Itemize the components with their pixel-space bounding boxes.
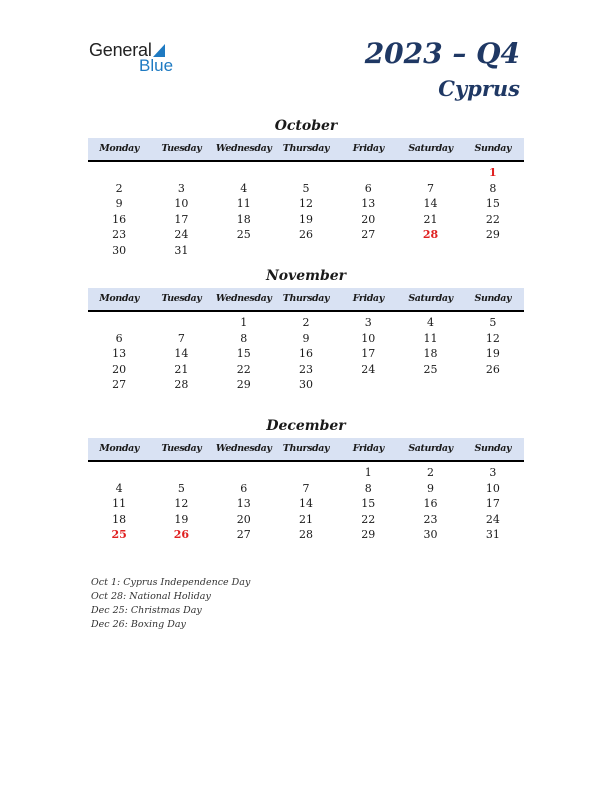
day-cell: 23	[298, 362, 313, 376]
day-cell	[150, 165, 212, 181]
day-cell: 9	[115, 197, 123, 210]
day-cell: 15	[361, 497, 376, 510]
month-title: November	[265, 268, 347, 284]
day-cell: 24	[485, 512, 500, 526]
day-cell: 26	[485, 362, 500, 376]
weekday-label: Friday	[352, 443, 384, 454]
weekday-label: Monday	[99, 293, 139, 304]
day-cell: 25	[423, 362, 438, 376]
day-cell: 4	[240, 181, 248, 195]
day-cell: 25	[236, 228, 251, 241]
day-cell: 29	[361, 528, 376, 541]
day-cell: 22	[236, 362, 251, 376]
holiday-notes	[91, 576, 250, 632]
month-days	[88, 312, 524, 393]
day-cell: 4	[427, 316, 435, 329]
day-cell: 13	[361, 197, 376, 210]
month-december	[88, 416, 524, 543]
day-cell: 23	[112, 228, 127, 241]
weekday-label: Monday	[99, 143, 139, 154]
day-cell: 20	[236, 512, 251, 526]
day-cell	[462, 377, 524, 393]
weekday-label: Tuesday	[161, 443, 202, 454]
day-cell	[399, 243, 461, 259]
weekday-label: Sunday	[474, 143, 512, 154]
day-cell: 10	[361, 331, 376, 345]
week-row	[88, 212, 524, 228]
week-row	[88, 481, 524, 497]
generalblue-logo	[89, 40, 189, 76]
day-cell: 30	[298, 378, 313, 391]
day-cell: 15	[236, 347, 251, 360]
day-cell: 31	[485, 528, 500, 541]
month-days	[88, 162, 524, 258]
day-cell: 22	[361, 512, 376, 526]
day-cell: 21	[298, 512, 313, 526]
day-cell: 1	[364, 466, 372, 479]
day-cell: 28	[174, 378, 189, 391]
logo-blue-text: Blue	[139, 56, 174, 75]
day-cell: 14	[298, 497, 313, 510]
day-cell: 3	[177, 181, 185, 195]
weekday-label: Tuesday	[161, 143, 202, 154]
day-cell: 5	[302, 181, 310, 195]
logo-general-text: General	[89, 40, 152, 60]
day-cell: 11	[236, 197, 251, 210]
week-row	[88, 377, 524, 393]
day-cell: 30	[112, 243, 127, 257]
week-row	[88, 362, 524, 378]
page-title: 2023 – Q4	[364, 37, 520, 70]
weekday-label: Saturday	[408, 443, 453, 454]
day-cell: 12	[174, 497, 189, 510]
day-cell: 20	[361, 212, 376, 226]
day-cell	[275, 243, 337, 259]
week-row	[88, 315, 524, 331]
holiday-note: Dec 26: Boxing Day	[91, 619, 186, 630]
week-row	[88, 331, 524, 347]
weekday-header	[88, 288, 524, 312]
holiday-note: Oct 28: National Holiday	[91, 591, 211, 602]
day-cell: 27	[361, 228, 376, 241]
month-november	[88, 266, 524, 393]
day-cell: 12	[298, 197, 313, 210]
holiday-note: Oct 1: Cyprus Independence Day	[91, 577, 251, 588]
day-cell: 30	[423, 528, 438, 541]
day-cell	[337, 377, 399, 393]
day-cell	[213, 165, 275, 181]
day-cell	[399, 165, 461, 181]
day-cell: 31	[174, 243, 189, 257]
day-cell: 16	[112, 212, 127, 226]
day-cell: 1	[240, 316, 248, 329]
day-cell	[88, 315, 150, 331]
day-cell: 19	[174, 512, 189, 526]
day-cell: 18	[423, 347, 438, 360]
holiday-note: Dec 25: Christmas Day	[91, 605, 202, 616]
day-cell: 17	[361, 347, 376, 360]
day-cell: 24	[174, 228, 189, 241]
day-cell: 8	[240, 331, 248, 345]
day-cell: 5	[489, 316, 497, 329]
weekday-label: Thursday	[282, 293, 330, 304]
week-row	[88, 181, 524, 197]
day-cell: 11	[112, 497, 127, 510]
weekday-label: Monday	[99, 443, 139, 454]
day-cell: 3	[364, 316, 372, 329]
day-cell: 8	[489, 181, 497, 195]
day-cell: 28	[298, 528, 313, 541]
month-days	[88, 462, 524, 543]
day-cell	[275, 165, 337, 181]
weekday-label: Sunday	[474, 443, 512, 454]
country-subtitle: Cyprus	[438, 76, 520, 101]
day-cell: 7	[177, 331, 185, 345]
week-row	[88, 227, 524, 243]
weekday-label: Tuesday	[161, 293, 202, 304]
day-cell: 10	[174, 197, 189, 210]
day-cell: 27	[236, 528, 251, 541]
day-cell: 25	[111, 528, 127, 541]
day-cell: 18	[112, 512, 127, 526]
day-cell	[275, 465, 337, 481]
day-cell	[150, 315, 212, 331]
weekday-label: Saturday	[408, 293, 453, 304]
day-cell: 19	[298, 212, 313, 226]
weekday-label: Thursday	[282, 443, 330, 454]
month-title: October	[274, 118, 338, 134]
day-cell: 14	[423, 197, 438, 210]
day-cell: 14	[174, 347, 189, 360]
week-row	[88, 527, 524, 543]
day-cell	[150, 465, 212, 481]
day-cell: 4	[115, 481, 123, 495]
day-cell: 29	[236, 378, 251, 391]
week-row	[88, 346, 524, 362]
day-cell: 13	[236, 497, 251, 510]
weekday-label: Sunday	[474, 293, 512, 304]
week-row	[88, 512, 524, 528]
day-cell: 16	[298, 347, 313, 360]
day-cell: 21	[423, 212, 438, 226]
week-row	[88, 465, 524, 481]
day-cell: 12	[485, 331, 500, 345]
day-cell	[88, 465, 150, 481]
weekday-label: Saturday	[408, 143, 453, 154]
day-cell: 17	[485, 497, 500, 510]
day-cell	[399, 377, 461, 393]
week-row	[88, 496, 524, 512]
day-cell: 15	[485, 197, 500, 210]
weekday-label: Wednesday	[215, 143, 272, 154]
day-cell	[337, 165, 399, 181]
weekday-header	[88, 138, 524, 162]
day-cell	[88, 165, 150, 181]
day-cell: 5	[177, 481, 185, 495]
day-cell: 9	[302, 331, 310, 345]
day-cell: 23	[423, 512, 438, 526]
day-cell: 17	[174, 212, 189, 226]
day-cell: 2	[302, 316, 310, 329]
weekday-label: Thursday	[282, 143, 330, 154]
weekday-label: Wednesday	[215, 443, 272, 454]
month-title: December	[266, 418, 346, 434]
day-cell: 28	[422, 228, 439, 241]
day-cell: 26	[298, 228, 313, 241]
day-cell: 1	[489, 166, 497, 179]
day-cell	[462, 243, 524, 259]
week-row	[88, 196, 524, 212]
day-cell	[213, 465, 275, 481]
day-cell: 29	[485, 228, 500, 241]
weekday-header	[88, 438, 524, 462]
day-cell: 2	[115, 181, 123, 195]
day-cell: 20	[112, 362, 127, 376]
day-cell: 27	[112, 378, 127, 391]
month-october	[88, 116, 524, 258]
day-cell: 16	[423, 497, 438, 510]
day-cell: 19	[485, 347, 500, 360]
day-cell	[337, 243, 399, 259]
day-cell: 21	[174, 362, 189, 376]
weekday-label: Wednesday	[215, 293, 272, 304]
day-cell: 6	[115, 331, 123, 345]
day-cell: 11	[423, 331, 438, 345]
weekday-label: Friday	[352, 293, 384, 304]
day-cell: 8	[364, 481, 372, 495]
day-cell	[213, 243, 275, 259]
day-cell: 24	[361, 362, 376, 376]
day-cell: 3	[489, 466, 497, 479]
day-cell: 13	[112, 347, 127, 360]
day-cell: 6	[364, 181, 372, 195]
day-cell: 2	[427, 466, 435, 479]
day-cell: 7	[427, 181, 435, 195]
week-row	[88, 243, 524, 259]
day-cell: 26	[173, 528, 190, 541]
week-row	[88, 165, 524, 181]
day-cell: 7	[302, 481, 310, 495]
day-cell: 22	[485, 212, 500, 226]
day-cell: 6	[240, 481, 248, 495]
day-cell: 10	[485, 481, 500, 495]
day-cell: 18	[236, 212, 251, 226]
day-cell: 9	[427, 481, 435, 495]
weekday-label: Friday	[352, 143, 384, 154]
